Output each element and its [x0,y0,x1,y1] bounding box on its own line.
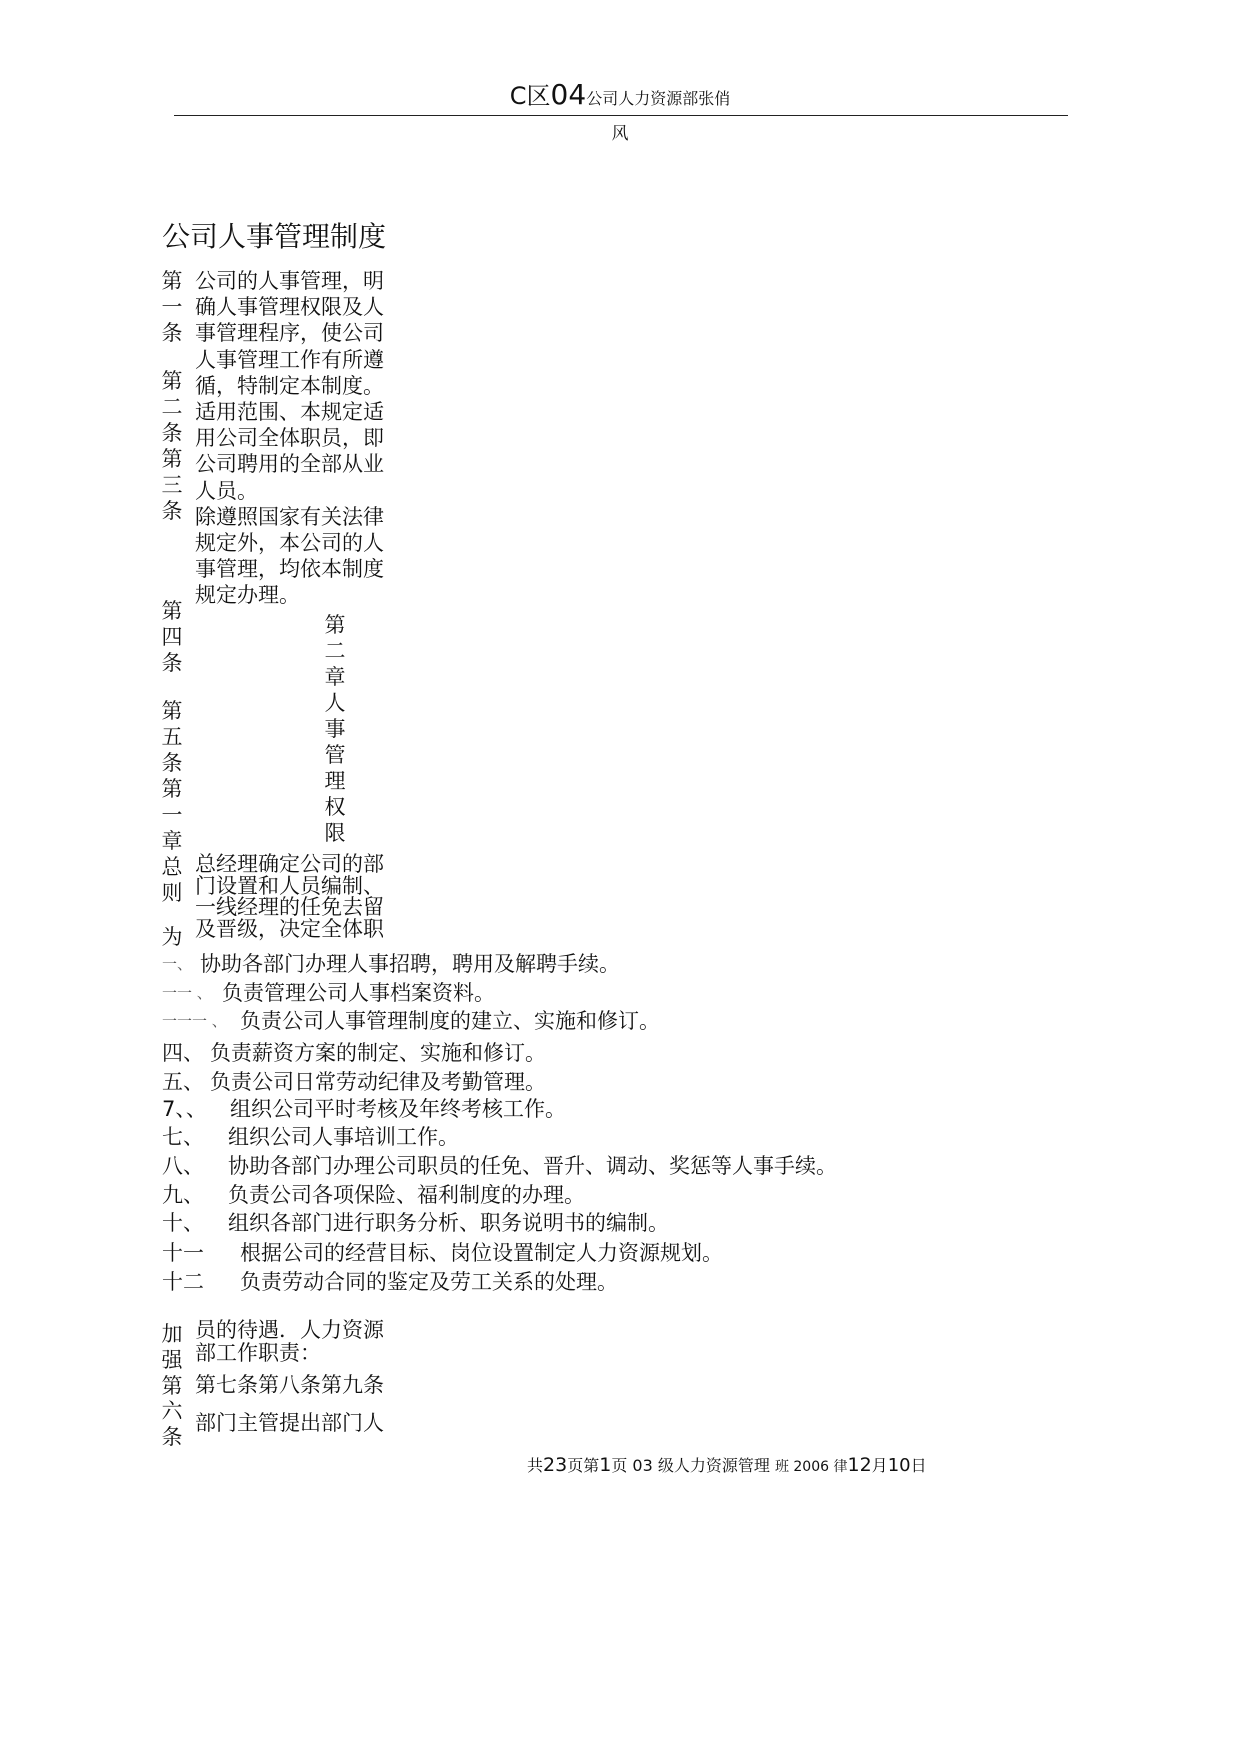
vertical-char: 条 [161,1425,183,1450]
duty-number: 十、 [162,1211,204,1235]
vertical-char: 二 [161,395,183,419]
duty-text: 负责公司各项保险、福利制度的办理。 [228,1183,585,1207]
vertical-char: 管 [324,743,346,767]
duty-number: 九、 [162,1183,204,1207]
duty-number: 一一 、 [162,984,212,1002]
chapter-2-heading [322,612,348,846]
paragraph-line: 人员。 [195,478,258,503]
footer-page-number: 1 [599,1454,612,1476]
paragraph-line: 门设置和人员编制、 [195,873,384,898]
vertical-char: 第 [161,599,183,623]
header-title: 公司人力资源部张俏 [586,89,731,108]
duty-text: 负责公司人事管理制度的建立、实施和修订。 [240,1009,660,1033]
vertical-char: 二 [324,639,346,663]
vertical-char: 条 [161,421,183,445]
para3-line: 第七条第八条第九条 [195,1373,384,1397]
vertical-char: 第 [161,699,183,723]
vertical-char: 五 [161,725,183,749]
vertical-char: 条 [161,651,183,675]
article-label-2-3 [159,368,185,524]
duty-number: 十一 [162,1241,204,1265]
vertical-char: 第 [161,1373,183,1398]
paragraph-line: 公司聘用的全部从业 [195,452,384,477]
vertical-char: 第 [161,777,183,801]
duty-number: 一一一 、 [162,1012,227,1030]
paragraph-line: 确人事管理权限及人 [195,295,384,320]
footer-day: 10 [887,1455,911,1476]
vertical-char: 理 [324,769,346,793]
header-number: 04 [550,78,587,111]
duty-text: 根据公司的经营目标、岗位设置制定人力资源规划。 [240,1241,723,1265]
header-prefix: C区 [509,82,551,110]
duty-number: 四、 [162,1041,204,1065]
article-label-4 [159,598,185,676]
paragraph-general [195,268,384,609]
vertical-char: 限 [324,821,346,845]
vertical-char: 第 [161,447,183,471]
duty-text: 组织各部门进行职务分析、职务说明书的编制。 [228,1211,669,1235]
duty-text: 协助各部门办理人事招聘，聘用及解聘手续。 [200,952,620,976]
duty-text: 负责管理公司人事档案资料。 [222,981,495,1005]
paragraph-line: 事管理，均依本制度 [195,557,384,582]
footer-total-pages: 23 [543,1454,568,1476]
footer-month: 12 [847,1454,872,1476]
paragraph-line: 人事管理工作有所遵 [195,347,384,372]
duty-number: 五、 [162,1070,204,1094]
duty-number: 7、、 [162,1097,207,1121]
vertical-char: 总 [161,855,183,879]
paragraph-line: 一线经理的任免去留 [195,895,384,919]
duty-text: 组织公司平时考核及年终考核工作。 [230,1097,566,1121]
vertical-char: 加 [161,1322,183,1346]
paragraph-line: 循，特制定本制度。 [195,373,384,398]
vertical-char: 权 [324,795,346,819]
footer-text: 共 [527,1456,544,1475]
vertical-char: 事 [324,717,346,741]
vertical-char: 四 [161,625,183,649]
duty-number: 八、 [162,1154,204,1178]
footer-text: 班 2006 律 [774,1459,848,1475]
para3-line: 部工作职责： [195,1341,321,1365]
duty-text: 负责劳动合同的鉴定及劳工关系的处理。 [240,1270,618,1294]
vertical-char: 一 [161,803,183,827]
vertical-char: 一 [161,295,183,319]
paragraph-line: 用公司全体职员，即 [195,426,384,451]
article-label-1 [159,268,185,346]
article-label-wei: 为 [161,925,183,949]
vertical-char: 条 [161,751,183,775]
footer-text: 页第 [567,1456,600,1475]
paragraph-line: 规定办理。 [195,583,300,608]
paragraph-line: 及晋级，决定全体职 [195,916,384,941]
vertical-char: 人 [324,691,346,715]
vertical-char: 章 [324,665,346,689]
vertical-char: 六 [161,1399,183,1424]
vertical-char: 章 [161,829,183,853]
paragraph-line: 事管理程序，使公司 [195,321,384,346]
vertical-char: 第 [161,269,183,293]
page-header [0,78,1240,116]
footer-text: 月 [871,1456,888,1475]
duty-text: 负责公司日常劳动纪律及考勤管理。 [210,1070,546,1094]
duty-number: 一、 [162,955,193,973]
footer-text: 日 [910,1456,927,1475]
vertical-char: 条 [161,321,183,345]
doc-title: 公司人事管理制度 [162,220,387,253]
paragraph-gm [195,854,384,940]
duty-text: 组织公司人事培训工作。 [228,1125,459,1149]
paragraph-line: 公司的人事管理，明 [195,269,384,293]
page-footer [527,1452,927,1480]
article-label-5-chapter1 [159,698,185,906]
duty-text: 负责薪资方案的制定、实施和修订。 [210,1041,546,1065]
duty-number: 十二 [162,1270,204,1294]
vertical-char: 第 [161,369,183,393]
vertical-char: 则 [161,881,183,905]
header-second-line: 风 [611,124,629,144]
header-rule [174,115,1068,116]
duty-text: 协助各部门办理公司职员的任免、晋升、调动、奖惩等人事手续。 [228,1154,837,1178]
paragraph-line: 规定外，本公司的人 [195,531,384,556]
vertical-char: 条 [161,499,183,523]
article-label-6 [159,1322,185,1451]
paragraph-line: 除遵照国家有关法律 [195,504,384,529]
duty-number: 七、 [162,1125,204,1149]
paragraph-line: 总经理确定公司的部 [195,852,384,876]
paragraph-line: 适用范围、本规定适 [195,400,384,425]
para3-line: 员的待遇．人力资源 [195,1318,384,1342]
footer-text: 页 03 级人力资源管理 [611,1456,770,1475]
vertical-char: 三 [161,473,183,497]
para3-line: 部门主管提出部门人 [195,1411,384,1435]
vertical-char: 强 [161,1347,183,1372]
vertical-char: 第 [324,613,346,637]
